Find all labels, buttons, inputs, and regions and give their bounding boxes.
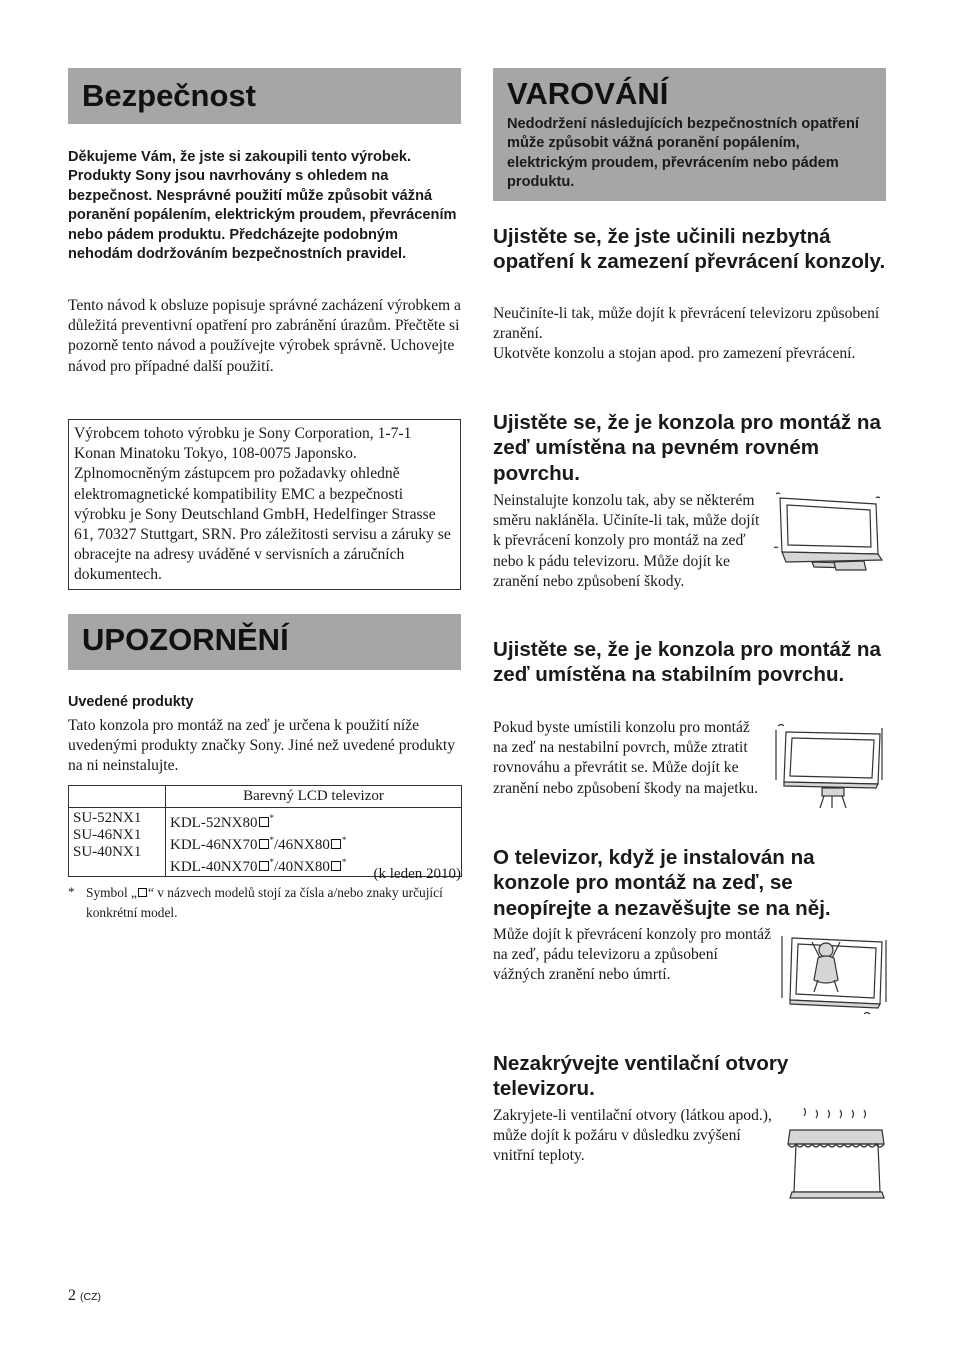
square-symbol (259, 817, 269, 827)
section-heading-tipping: Ujistěte se, že jste učinili nezbytná opatření k zamezení převrácení konzoly. (493, 225, 886, 274)
manufacturer-text: Výrobcem tohoto výrobku je Sony Corporation, 1-7-1 Konan Minatoku Tokyo, 108-0075 Japonsko. Zplnomocněným zástupcem pro požadavky ohledně elektromagnetické kompatibility EMC a bezpečnosti výrobku je Sony Deutschland GmbH, Hedelfinger Strasse 61, 70327 Stuttgart, SRN. Pro záležitosti servisu a záruky se obracejte na adresy uváděné v servisních a záručních dokumentech. (74, 425, 451, 584)
tilted-tv-illustration (772, 490, 886, 574)
products-body: Tato konzola pro montáž na zeď je určena k použití níže uvedenými produkty značky Sony. Jiné než uvedené produkty na ni neinstalujte. (68, 717, 456, 775)
section-heading-stable-surface: Ujistěte se, že je konzola pro montáž na zeď umístěna na stabilním povrchu. (493, 638, 881, 687)
covered-vents-tv-illustration (782, 1108, 886, 1204)
table-corner (69, 786, 166, 808)
warning-text: Nedodržení následujících bezpečnostních opatření může způsobit vážná poranění popálením, elektrickým proudem, převrácením nebo pádem produktu. (507, 116, 859, 191)
footnote: Symbol „ “ v názvech modelů stojí za čísla a/nebo znaky určující konkrétní model. (86, 885, 443, 920)
safety-lead: Děkujeme Vám, že jste si zakoupili tento výrobek. Produkty Sony jsou navrhovány s ohledem na bezpečnost. Nesprávné použití může způsobit vážná poranění popálením, elektrickým proudem, převrácením nebo pádem produktu. Předcházejte podobným nehodám dodržováním bezpečnostních pravidel. (68, 149, 457, 263)
model-cell (69, 808, 166, 877)
section-text-no-leaning: Může dojít k převrácení konzoly pro montáž na zeď, pádu televizoru a způsobení vážných zranění nebo úmrtí. (493, 926, 771, 984)
warning-title: VAROVÁNÍ (507, 76, 669, 111)
table-date: (k leden 2010) (373, 866, 461, 882)
section-text-stable-surface: Pokud byste umístili konzolu pro montáž na zeď na nestabilní povrch, může ztratit rovnováhu a převrátit se. Může dojít ke zranění nebo způsobení škody na majetku. (493, 719, 759, 797)
square-symbol (138, 888, 147, 897)
section-text-ventilation: Zakryjete-li ventilační otvory (látkou apod.), může dojít k požáru v důsledku zvýšení vnitřní teploty. (493, 1107, 772, 1165)
products-subhead: Uvedené produkty (68, 694, 194, 710)
notice-title-band (68, 614, 461, 670)
safety-title: Bezpečnost (82, 78, 256, 113)
warning-band (493, 68, 886, 201)
section-text-anchor: Ukotvěte konzolu a stojan apod. pro zamezení převrácení. (493, 345, 856, 362)
hanging-person-tv-illustration (778, 928, 888, 1020)
square-symbol (331, 861, 341, 871)
section-text-tipping: Neučiníte-li tak, může dojít k převrácení televizoru způsobení zranění. (493, 305, 880, 343)
section-heading-no-leaning: O televizor, když je instalován na konzole pro montáž na zeď, se neopírejte a nezavěšujte se na něj. (493, 846, 831, 920)
tv-item: KDL-40NX70 */40NX80 * (170, 857, 347, 875)
model-item: SU-52NX1 (73, 810, 142, 826)
square-symbol (259, 839, 269, 849)
manufacturer-box (68, 419, 461, 590)
footnote-mark: * (68, 884, 75, 899)
square-symbol (331, 839, 341, 849)
tv-item: KDL-46NX70 */46NX80 * (170, 835, 347, 853)
page-number: 2 (CZ) (68, 1287, 101, 1304)
table-header: Barevný LCD televizor (166, 786, 462, 808)
section-heading-level-surface: Ujistěte se, že je konzola pro montáž na zeď umístěna na pevném rovném povrchu. (493, 411, 881, 485)
safety-title-band (68, 68, 461, 124)
section-text-level-surface: Neinstalujte konzolu tak, aby se některém směru nakláněla. Učiníte-li tak, může dojít k převrácení konzoly pro montáž na zeď nebo k pádu televizoru. Může dojít ke zranění nebo způsobení škody. (493, 492, 760, 590)
tv-item: KDL-52NX80 * (170, 813, 274, 831)
model-item: SU-40NX1 (73, 844, 142, 860)
product-table (68, 785, 462, 877)
notice-title: UPOZORNĚNÍ (82, 622, 289, 657)
section-heading-ventilation: Nezakrývejte ventilační otvory televizoru. (493, 1052, 789, 1101)
safety-body: Tento návod k obsluze popisuje správné zacházení výrobkem a důležitá preventivní opatření pro zabránění úrazům. Přečtěte si pozorně tento návod a používejte výrobek správně. Uchovejte návod pro případné další použití. (68, 297, 461, 375)
square-symbol (259, 861, 269, 871)
unstable-tv-illustration (772, 722, 886, 810)
model-item: SU-46NX1 (73, 827, 142, 843)
